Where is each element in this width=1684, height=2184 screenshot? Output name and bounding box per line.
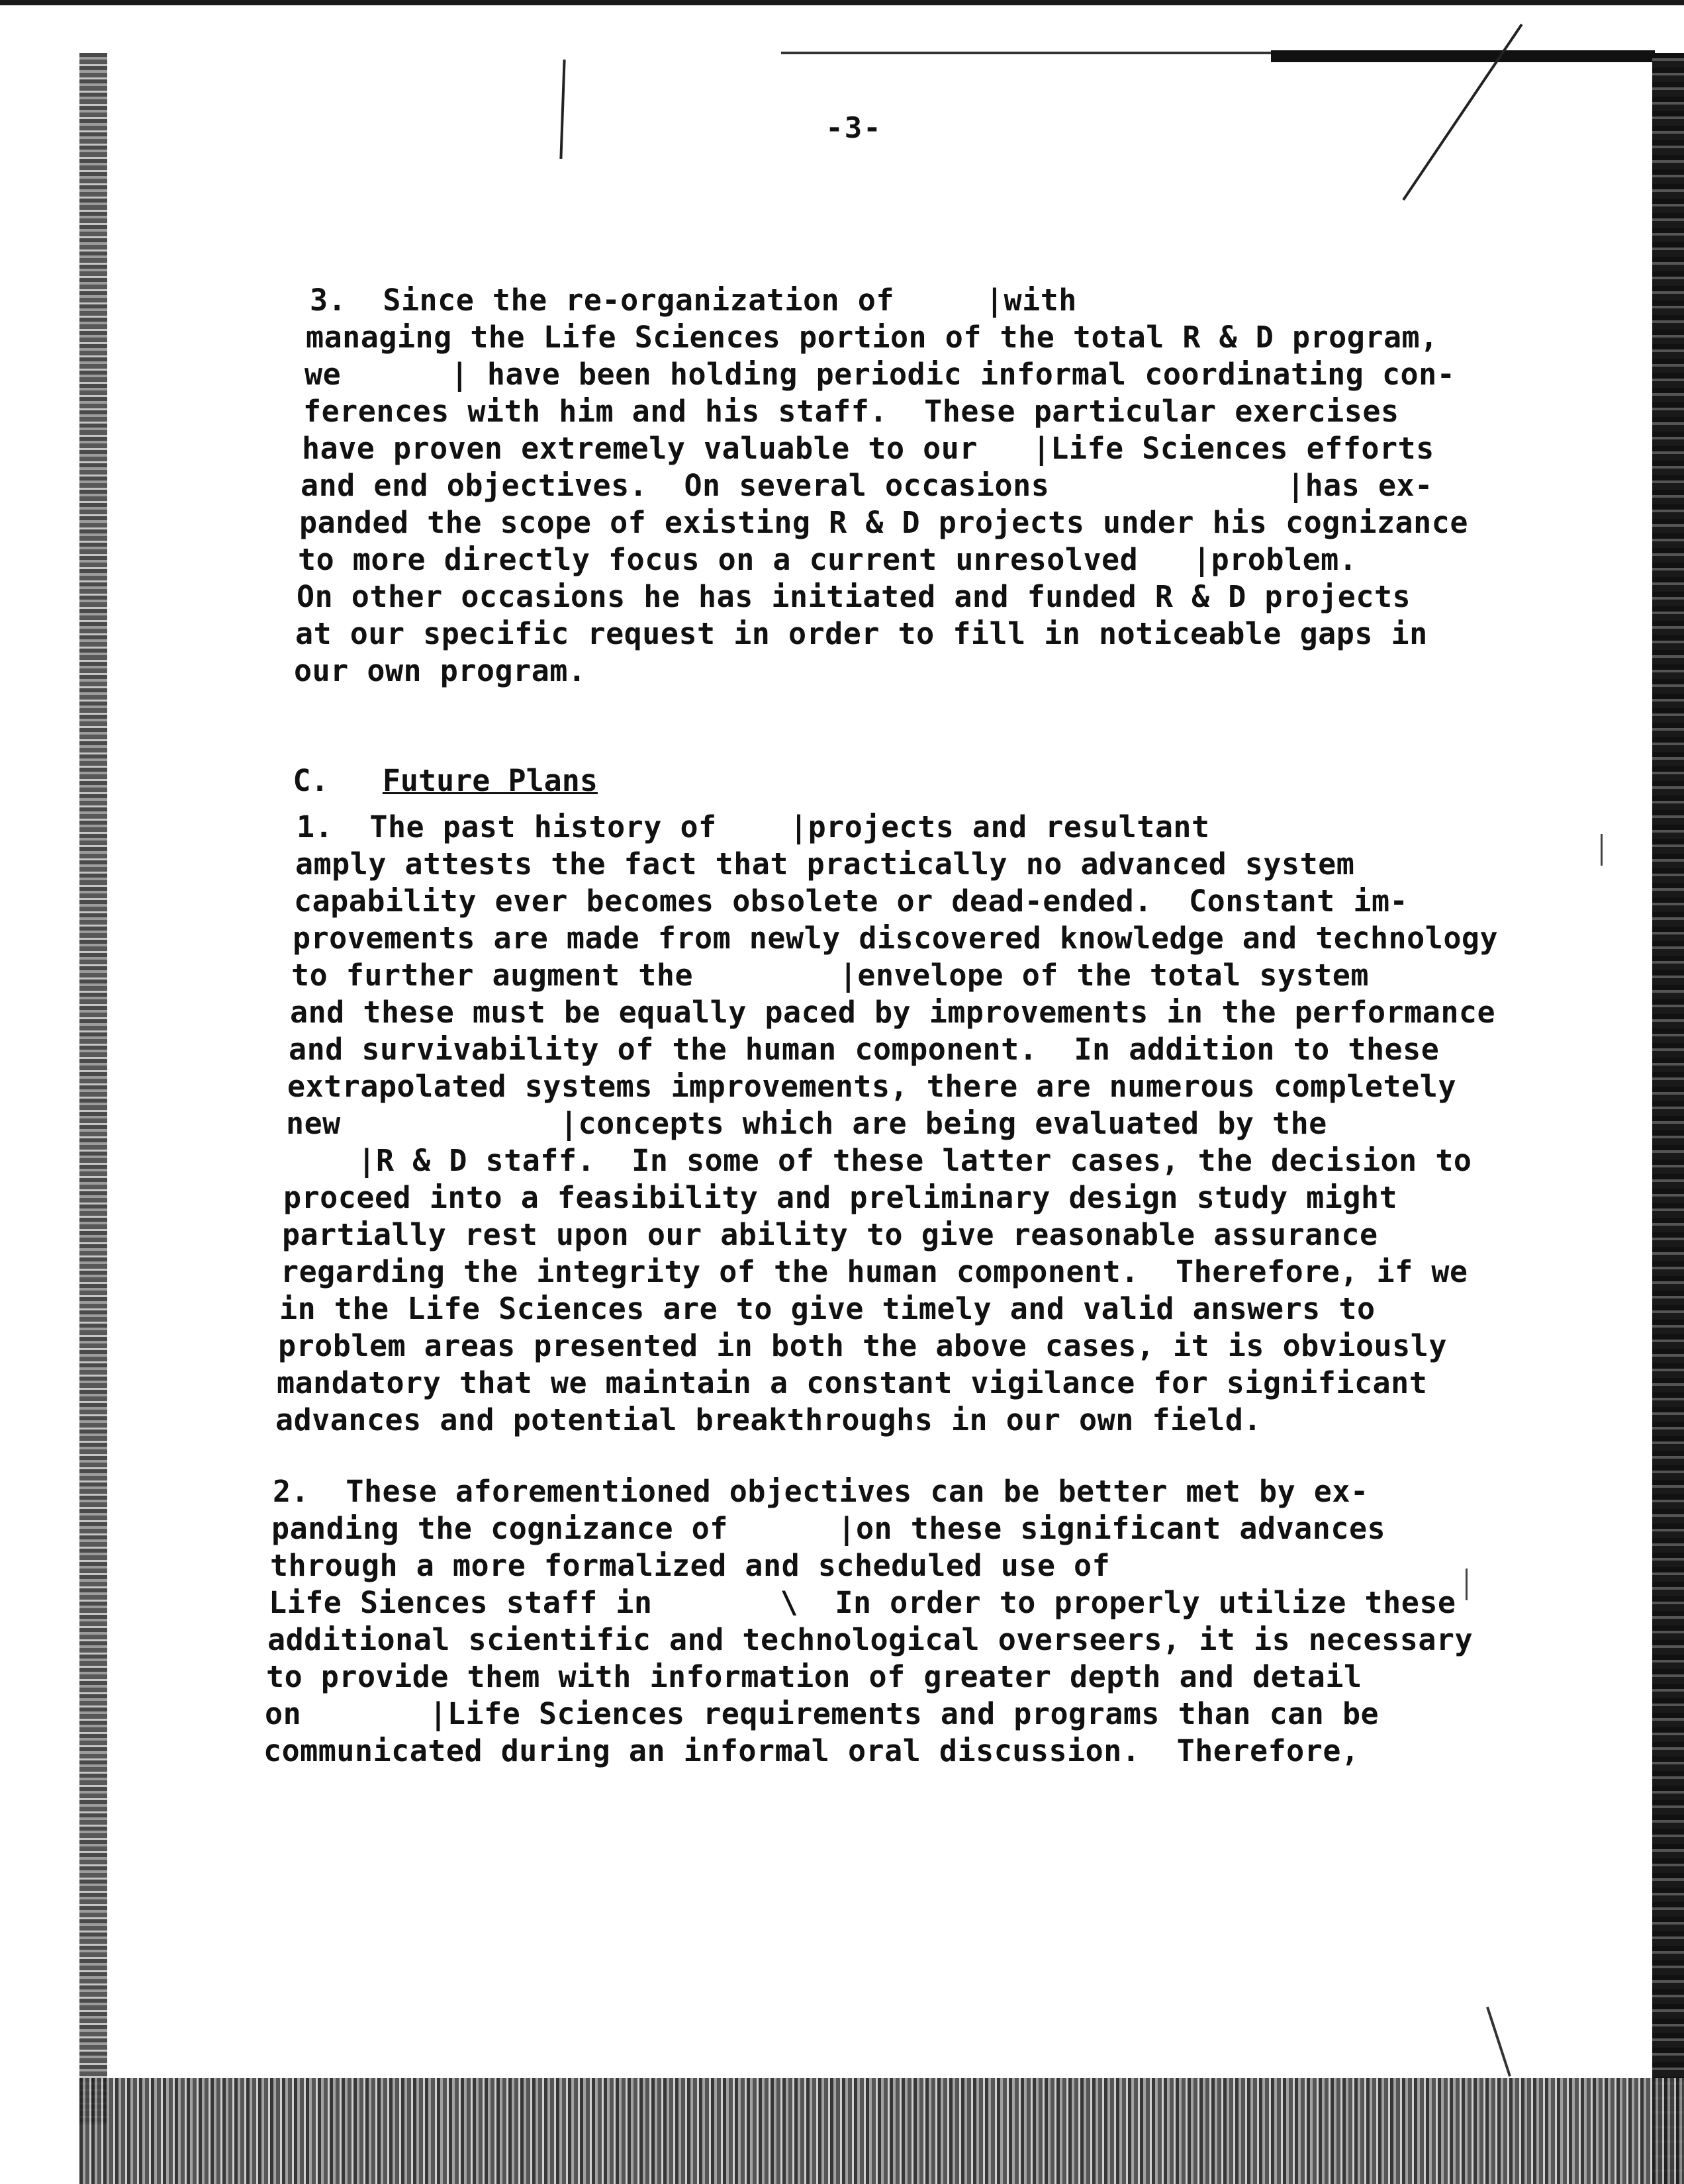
scan-top-line xyxy=(781,52,1271,54)
scan-left-edge xyxy=(79,53,107,2124)
text-line: to further augment the |envelope of the total system xyxy=(291,958,1369,993)
text-line: and survivability of the human component. In addition to these xyxy=(289,1032,1440,1067)
text-line: advances and potential breakthroughs in our own field. xyxy=(275,1402,1262,1437)
text-line: new |concepts which are being evaluated by the xyxy=(286,1106,1327,1141)
text-line: managing the Life Sciences portion of the total R & D program, xyxy=(306,320,1438,355)
handwritten-stroke-bottom xyxy=(1486,2007,1511,2077)
text-line: 1. The past history of |projects and resultant xyxy=(297,809,1210,844)
scan-bottom-edge xyxy=(79,2078,1684,2184)
text-line: Life Siences staff in \ In order to properly utilize these xyxy=(269,1585,1456,1620)
text-line: mandatory that we maintain a constant vigilance for significant xyxy=(277,1365,1428,1400)
scan-top-bar xyxy=(1271,50,1655,62)
text-line: to provide them with information of greater depth and detail xyxy=(266,1659,1362,1694)
text-line: have proven extremely valuable to our |Life Sciences efforts xyxy=(302,431,1434,466)
text-line: proceed into a feasibility and preliminary design study might xyxy=(283,1180,1398,1215)
text-line: extrapolated systems improvements, there are numerous completely xyxy=(287,1069,1456,1104)
text-line: our own program. xyxy=(294,653,586,688)
redaction-edge-mark xyxy=(1601,834,1603,866)
text-line: panded the scope of existing R & D projects under his cognizance xyxy=(299,505,1468,540)
redaction-edge-mark xyxy=(1466,1569,1468,1600)
text-line: on |Life Sciences requirements and programs than can be xyxy=(265,1696,1380,1731)
text-line: 2. These aforementioned objectives can be better met by ex- xyxy=(273,1474,1369,1509)
text-line: 3. Since the re-organization of |with xyxy=(310,283,1077,318)
text-line: amply attests the fact that practically no advanced system xyxy=(295,846,1355,882)
text-line: and end objectives. On several occasions |has ex- xyxy=(301,468,1433,503)
text-line: partially rest upon our ability to give reasonable assurance xyxy=(282,1217,1378,1252)
text-line: in the Life Sciences are to give timely and valid answers to xyxy=(279,1291,1376,1326)
text-line: On other occasions he has initiated and funded R & D projects xyxy=(297,579,1411,614)
scan-right-edge xyxy=(1652,53,1684,2184)
section-label: C. xyxy=(293,763,329,798)
text-line: provements are made from newly discovered knowledge and technology xyxy=(293,921,1499,956)
text-line: and these must be equally paced by improvements in the performance xyxy=(290,995,1496,1030)
text-line: capability ever becomes obsolete or dead-ended. Constant im- xyxy=(294,884,1409,919)
text-line: communicated during an informal oral discussion. Therefore, xyxy=(263,1733,1360,1768)
section-title: Future Plans xyxy=(382,763,598,798)
text-line: at our specific request in order to fill in noticeable gaps in xyxy=(295,616,1428,651)
text-line: through a more formalized and scheduled use of xyxy=(270,1548,1111,1583)
page-number: -3- xyxy=(825,111,882,145)
text-line: ferences with him and his staff. These particular exercises xyxy=(303,394,1399,429)
text-line: panding the cognizance of |on these significant advances xyxy=(271,1511,1386,1546)
text-line: we | have been holding periodic informal coordinating con- xyxy=(304,357,1456,392)
text-line: additional scientific and technological overseers, it is necessary xyxy=(267,1622,1474,1657)
text-line: regarding the integrity of the human component. Therefore, if we xyxy=(281,1254,1468,1289)
redaction-mark xyxy=(559,60,565,159)
scan-top-rule xyxy=(0,0,1684,5)
text-line: to more directly focus on a current unresolved |problem. xyxy=(298,542,1358,577)
text-line: problem areas presented in both the above cases, it is obviously xyxy=(278,1328,1447,1363)
text-line: |R & D staff. In some of these latter cases, the decision to xyxy=(285,1143,1472,1178)
